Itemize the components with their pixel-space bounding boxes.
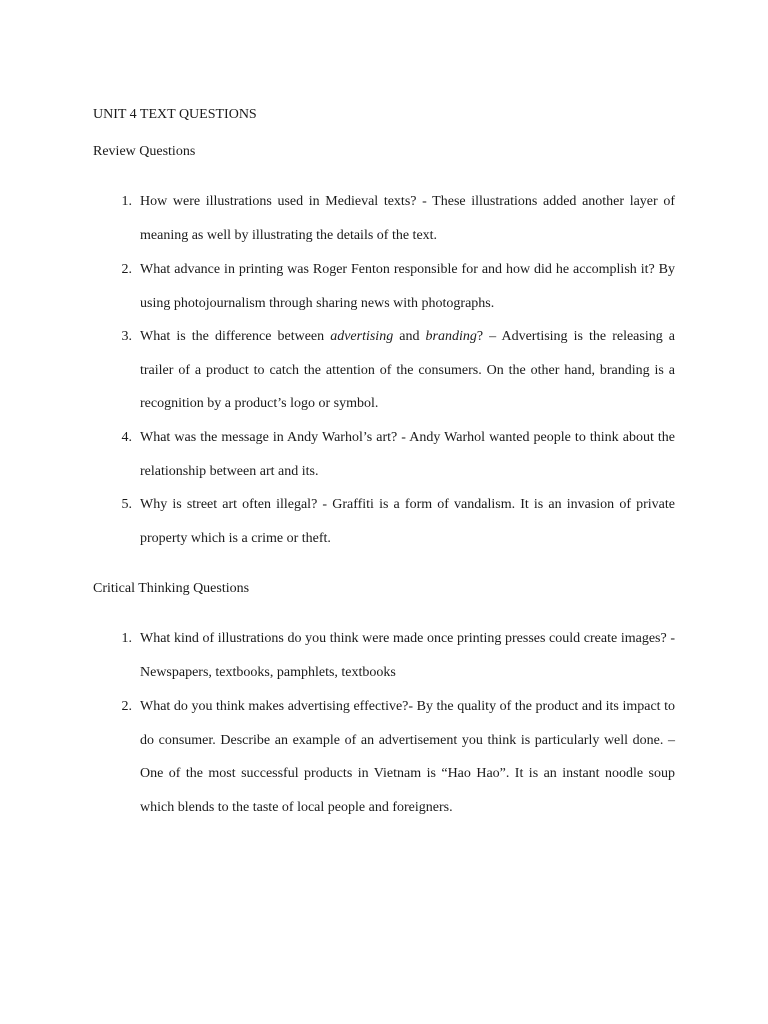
question-text-part: and xyxy=(393,329,426,344)
question-text: Why is street art often illegal? - Graffiti is a form of vandalism. It is an invasion of private property which is a crime or theft. xyxy=(140,497,675,546)
question-text: How were illustrations used in Medieval texts? - These illustrations added another layer of meaning as well by illustrating the details of the text. xyxy=(140,194,675,243)
list-number: 1. xyxy=(121,194,132,209)
review-question-4 xyxy=(108,421,675,488)
review-question-1 xyxy=(108,185,675,252)
review-question-3 xyxy=(108,320,675,421)
question-text-part: ? – Advertising is the releasing a trailer of a product to catch the attention of the consumers. On the other hand, branding is a recognition by a product’s logo or symbol. xyxy=(140,329,675,411)
list-number: 2. xyxy=(121,262,132,277)
question-text xyxy=(140,320,675,421)
document-title: UNIT 4 TEXT QUESTIONS xyxy=(93,107,257,122)
review-question-2 xyxy=(108,253,675,320)
list-number: 2. xyxy=(121,699,132,714)
question-text: What advance in printing was Roger Fenton responsible for and how did he accomplish it? By using photojournalism through sharing news with photographs. xyxy=(140,262,675,311)
question-text: What was the message in Andy Warhol’s art? - Andy Warhol wanted people to think about the relationship between art and its. xyxy=(140,430,675,479)
question-text: What do you think makes advertising effective?- By the quality of the product and its impact to do consumer. Describe an example of an advertisement you think is particularly well done. – One of the most successful products in Vietnam is “Hao Hao”. It is an instant noodle soup which blends to the taste of local people and foreigners. xyxy=(140,699,675,815)
emphasis-advertising: advertising xyxy=(330,329,394,344)
emphasis-branding: branding xyxy=(425,329,477,344)
list-number: 4. xyxy=(121,430,132,445)
list-number: 3. xyxy=(121,329,132,344)
list-number: 1. xyxy=(121,631,132,646)
list-number: 5. xyxy=(121,497,132,512)
section-heading-review: Review Questions xyxy=(93,144,196,159)
review-question-5 xyxy=(108,488,675,555)
question-text: What kind of illustrations do you think were made once printing presses could create images? - Newspapers, textbooks, pamphlets, textbooks xyxy=(140,631,675,680)
question-text-part: What is the difference between xyxy=(140,329,331,344)
critical-question-2 xyxy=(108,690,675,824)
critical-question-1 xyxy=(108,622,675,689)
section-heading-critical: Critical Thinking Questions xyxy=(93,581,250,596)
